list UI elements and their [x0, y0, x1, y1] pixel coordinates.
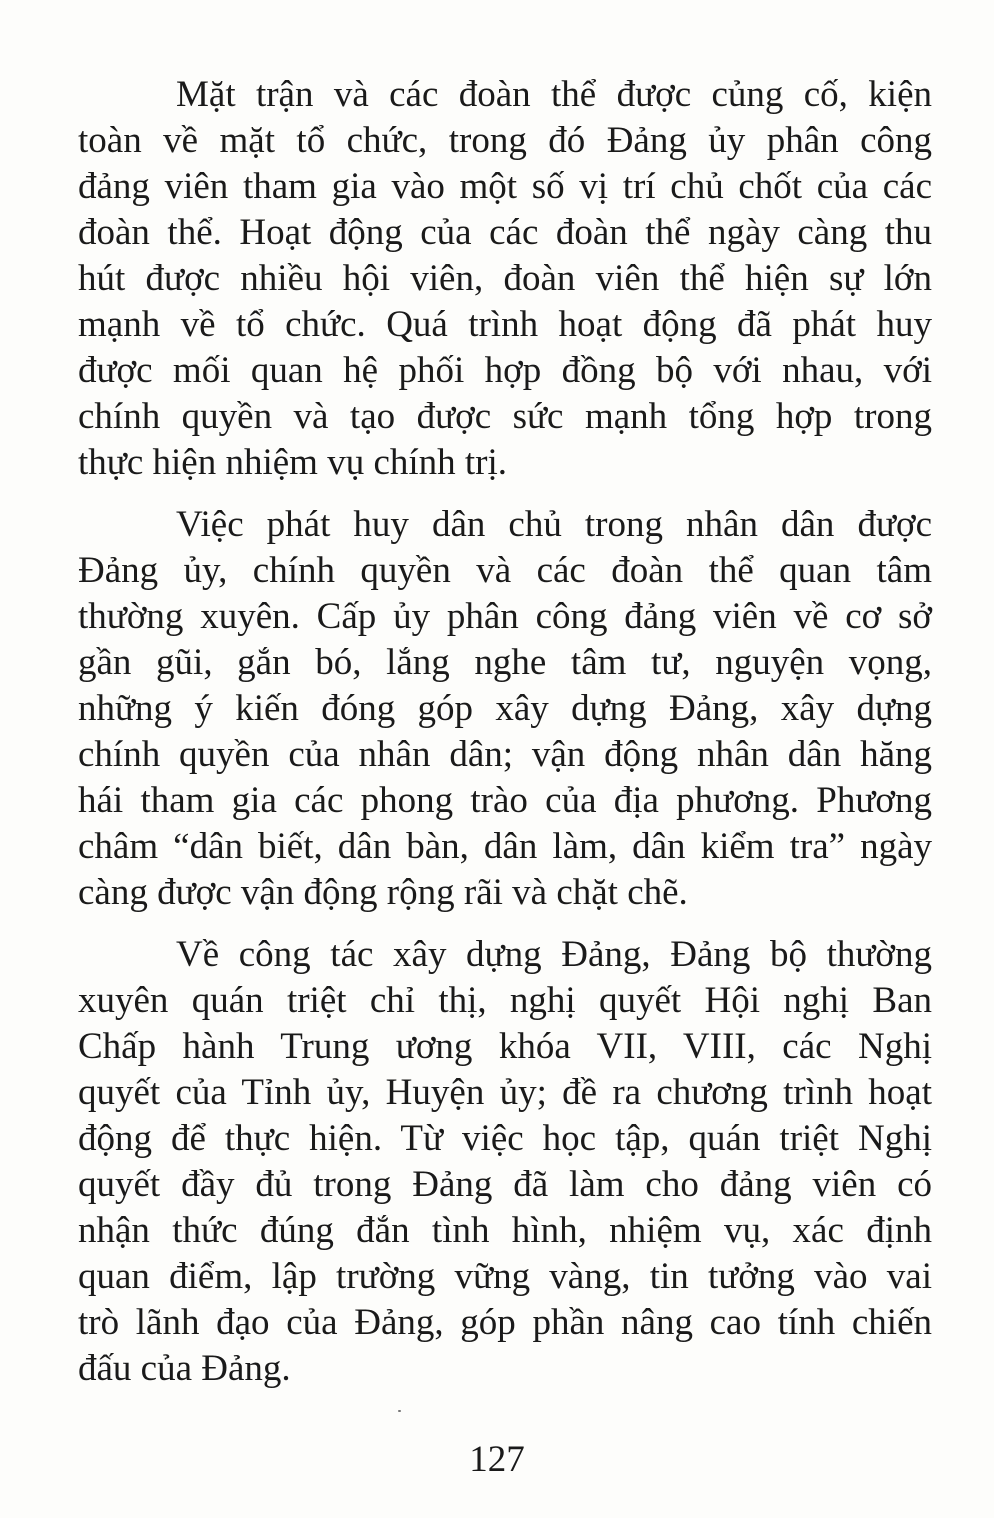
- text-line: trò lãnh đạo của Đảng, góp phần nâng cao tính chiến: [78, 1302, 932, 1343]
- text-line: hút được nhiều hội viên, đoàn viên thể hiện sự lớn: [78, 258, 932, 299]
- page-number: 127: [469, 1439, 525, 1480]
- paragraph-2: [78, 502, 932, 916]
- text-line: đảng viên tham gia vào một số vị trí chủ chốt của các: [78, 166, 932, 207]
- text-line: thường xuyên. Cấp ủy phân công đảng viên về cơ sở: [78, 596, 932, 637]
- text-line: Việc phát huy dân chủ trong nhân dân được: [176, 504, 932, 545]
- text-line: hái tham gia các phong trào của địa phương. Phương: [78, 780, 932, 821]
- text-line: nhận thức đúng đắn tình hình, nhiệm vụ, xác định: [78, 1210, 932, 1251]
- text-line: gần gũi, gắn bó, lắng nghe tâm tư, nguyện vọng,: [78, 642, 932, 683]
- text-line: đoàn thể. Hoạt động của các đoàn thể ngày càng thu: [78, 212, 932, 253]
- paragraph-3: [78, 932, 932, 1392]
- text-line: xuyên quán triệt chỉ thị, nghị quyết Hội nghị Ban: [78, 980, 932, 1021]
- text-line: châm “dân biết, dân bàn, dân làm, dân kiểm tra” ngày: [78, 826, 932, 867]
- text-line: Mặt trận và các đoàn thể được củng cố, kiện: [176, 74, 932, 115]
- text-line: càng được vận động rộng rãi và chặt chẽ.: [78, 872, 688, 913]
- text-line: quan điểm, lập trường vững vàng, tin tưởng vào vai: [78, 1256, 932, 1297]
- text-line: quyết đầy đủ trong Đảng đã làm cho đảng viên có: [78, 1164, 932, 1205]
- print-speck: [398, 1410, 401, 1412]
- text-line: những ý kiến đóng góp xây dựng Đảng, xây dựng: [78, 688, 932, 729]
- paragraph-1: [78, 72, 932, 486]
- text-line: Đảng ủy, chính quyền và các đoàn thể quan tâm: [78, 550, 932, 591]
- text-line: quyết của Tỉnh ủy, Huyện ủy; đề ra chương trình hoạt: [78, 1072, 932, 1113]
- text-line: đấu của Đảng.: [78, 1348, 291, 1389]
- text-line: thực hiện nhiệm vụ chính trị.: [78, 442, 508, 483]
- text-line: Chấp hành Trung ương khóa VII, VIII, các Nghị: [78, 1026, 932, 1067]
- body-text: [78, 72, 932, 1408]
- text-line: chính quyền của nhân dân; vận động nhân dân hăng: [78, 734, 932, 775]
- text-line: mạnh về tổ chức. Quá trình hoạt động đã phát huy: [78, 304, 932, 345]
- text-line: động để thực hiện. Từ việc học tập, quán triệt Nghị: [78, 1118, 932, 1159]
- text-line: được mối quan hệ phối hợp đồng bộ với nhau, với: [78, 350, 932, 391]
- text-line: chính quyền và tạo được sức mạnh tổng hợp trong: [78, 396, 932, 437]
- text-line: toàn về mặt tổ chức, trong đó Đảng ủy phân công: [78, 120, 932, 161]
- text-line: Về công tác xây dựng Đảng, Đảng bộ thường: [176, 934, 932, 975]
